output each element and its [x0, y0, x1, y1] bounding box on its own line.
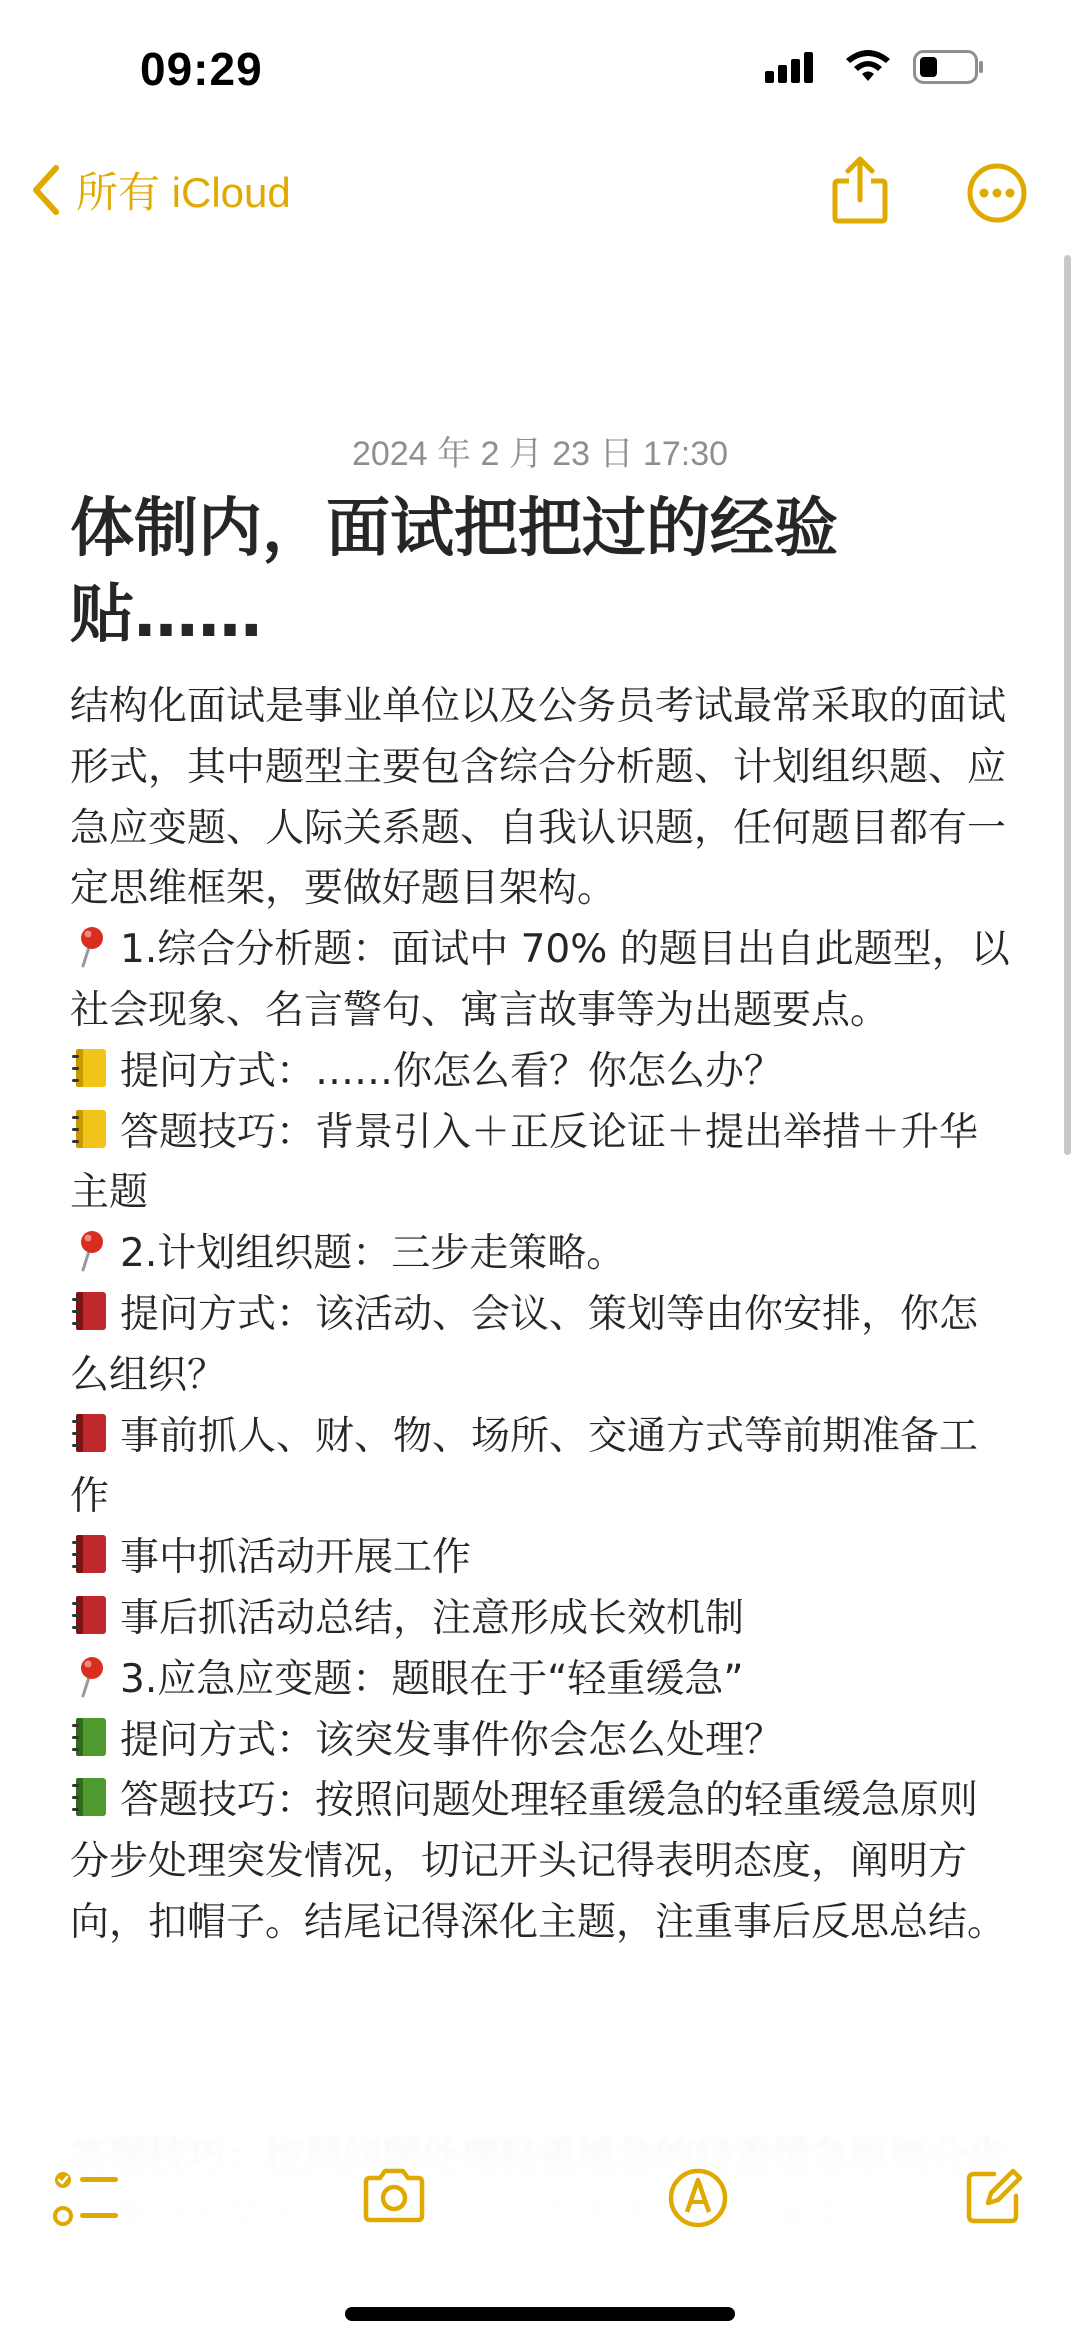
compose-icon [964, 2166, 1024, 2226]
status-bar [0, 0, 1080, 150]
green-book-emoji [70, 1775, 110, 1819]
note-line-text: 事前抓人、财、物、场所、交通方式等前期准备工作 [70, 1413, 979, 1520]
note-line-text: 答题技巧：背景引入＋正反论证＋提出举措＋升华主题 [70, 1109, 979, 1216]
note-line-text: 提问方式：……你怎么看？你怎么办？ [120, 1048, 784, 1094]
note-line [70, 1528, 1015, 1589]
note-title[interactable]: 体制内，面试把把过的经验贴…… [70, 492, 838, 652]
share-icon [830, 154, 890, 226]
red-book-emoji [70, 1532, 110, 1576]
note-line [70, 1407, 1015, 1529]
note-line-text: 2.计划组织题：三步走策略。 [120, 1231, 626, 1277]
battery-icon [913, 50, 985, 84]
note-line [70, 1650, 1015, 1711]
more-icon [966, 162, 1028, 224]
yellow-notebook-emoji [70, 1107, 110, 1151]
camera-icon [360, 2166, 428, 2226]
home-indicator[interactable] [345, 2307, 735, 2321]
scroll-indicator[interactable] [1064, 255, 1071, 1155]
more-button[interactable] [966, 162, 1028, 228]
yellow-notebook-emoji [70, 1046, 110, 1090]
note-line [70, 1771, 1015, 1953]
note-line-text: 事后抓活动总结，注意形成长效机制 [120, 1595, 745, 1641]
back-button[interactable] [30, 160, 291, 220]
note-line [70, 1285, 1015, 1407]
status-icons [765, 50, 985, 84]
status-time: 09:29 [140, 43, 263, 95]
note-line-text: 1.综合分析题：面试中 70% 的题目出自此题型，以社会现象、名言警句、寓言故事等为出题要点。 [70, 927, 1010, 1033]
wifi-icon [845, 50, 891, 84]
share-button[interactable] [830, 154, 890, 230]
compose-button[interactable] [964, 2166, 1024, 2230]
note-body[interactable] [70, 677, 1015, 1954]
note-line-text: 提问方式：该突发事件你会怎么处理？ [120, 1717, 784, 1763]
chevron-left-icon [30, 164, 62, 216]
back-label: 所有 iCloud [76, 169, 291, 216]
note-line [70, 1589, 1015, 1650]
note-line [70, 677, 1015, 920]
green-book-emoji [70, 1715, 110, 1759]
round-pushpin-emoji [70, 924, 110, 968]
note-line [70, 1103, 1015, 1225]
note-line [70, 1042, 1015, 1103]
round-pushpin-emoji [70, 1654, 110, 1698]
red-book-emoji [70, 1593, 110, 1637]
note-line [70, 1711, 1015, 1772]
markup-button[interactable] [666, 2166, 730, 2234]
note-line [70, 1224, 1015, 1285]
note-line-text: 结构化面试是事业单位以及公务员考试最常采取的面试形式，其中题型主要包含综合分析题、计划组织题、应急应变题、人际关系题、自我认识题，任何题目都有一定思维框架，要做好题目架构。 [70, 684, 1007, 912]
red-book-emoji [70, 1411, 110, 1455]
round-pushpin-emoji [70, 1228, 110, 1272]
markup-icon [666, 2166, 730, 2230]
cellular-signal-icon [765, 51, 823, 83]
checklist-icon [52, 2166, 122, 2232]
checklist-button[interactable] [52, 2166, 122, 2236]
note-line-text: 事中抓活动开展工作 [120, 1535, 472, 1581]
camera-button[interactable] [360, 2166, 428, 2230]
note-line-text: 3.应急应变题：题眼在于“轻重缓急” [120, 1656, 744, 1702]
note-date: 2024 年 2 月 23 日 17:30 [351, 435, 729, 473]
note-line [70, 920, 1015, 1042]
bottom-toolbar [0, 2160, 1080, 2250]
note-line-text: 答题技巧：按照问题处理轻重缓急的轻重缓急原则分步处理突发情况，切记开头记得表明态度，阐明方向，扣帽子。结尾记得深化主题，注重事后反思总结。 [70, 1778, 1007, 1945]
nav-bar [0, 150, 1080, 260]
note-line-text: 提问方式：该活动、会议、策划等由你安排，你怎么组织？ [70, 1291, 979, 1398]
red-book-emoji [70, 1289, 110, 1333]
